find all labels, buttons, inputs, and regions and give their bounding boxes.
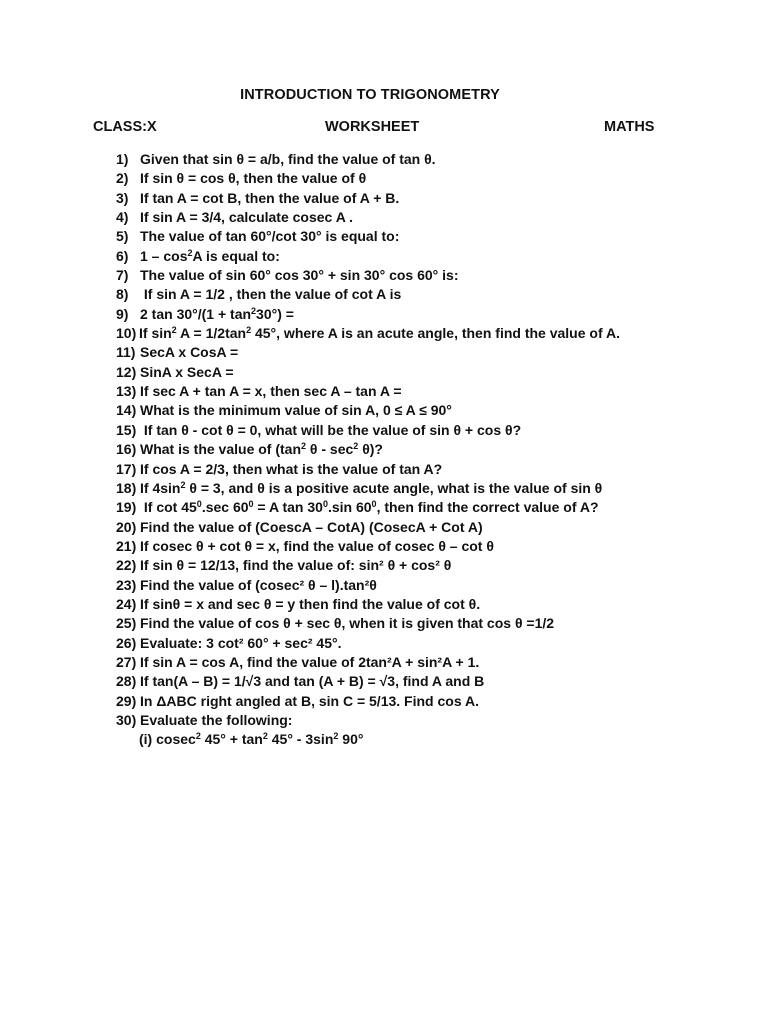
question-text: The value of sin 60° cos 30° + sin 30° cos 60° is:: [140, 267, 459, 284]
superscript: 2: [195, 731, 201, 742]
question-number: 27): [116, 653, 137, 670]
question-item: [116, 672, 736, 691]
page-title: INTRODUCTION TO TRIGONOMETRY: [240, 87, 500, 103]
question-number: 6): [116, 247, 129, 264]
question-number: 29): [116, 692, 137, 709]
question-number: 15): [116, 421, 137, 438]
question-text: If tan(A – B) = 1/√3 and tan (A + B) = √3, find A and B: [140, 673, 485, 690]
question-item: [116, 421, 736, 440]
question-text: Given that sin θ = a/b, find the value of tan θ.: [140, 151, 436, 167]
question-number: 21): [116, 537, 137, 554]
question-item: [116, 363, 736, 382]
question-text-part: = A tan 30: [253, 499, 323, 516]
question-number: 30): [116, 711, 137, 728]
question-text: Evaluate: 3 cot² 60° + sec² 45°.: [140, 634, 342, 651]
question-text: Find the value of cos θ + sec θ, when it is given that cos θ =1/2: [140, 615, 555, 632]
question-text-part: If cot 45: [140, 499, 197, 516]
question-number: 20): [116, 518, 137, 535]
question-number: 2): [116, 170, 129, 187]
question-text: Find the value of (CoescA – CotA) (CosecA + Cot A): [140, 518, 483, 535]
question-item: [116, 498, 736, 517]
question-item: [116, 227, 736, 246]
question-number: 22): [116, 557, 137, 574]
sub-question-text-part: 45° - 3sin: [267, 731, 334, 748]
superscript: 0: [196, 499, 202, 510]
question-item: [116, 305, 736, 324]
question-text-part: .sin 60: [327, 499, 372, 516]
superscript: 2: [187, 247, 193, 258]
subject-label: MATHS: [604, 119, 655, 135]
question-number: 9): [116, 305, 129, 322]
question-item: [116, 634, 736, 653]
question-text: In ΔABC right angled at B, sin C = 5/13. Find cos A.: [140, 692, 479, 709]
question-text: SinA x SecA =: [140, 363, 234, 380]
question-text: If tan θ - cot θ = 0, what will be the value of sin θ + cos θ?: [140, 421, 522, 438]
question-text: SecA x CosA =: [140, 344, 239, 361]
question-number: 18): [116, 479, 137, 496]
question-text: If sin A = 3/4, calculate cosec A .: [140, 209, 354, 226]
question-text: If tan A = cot B, then the value of A + B.: [140, 189, 400, 206]
worksheet-label: WORKSHEET: [325, 119, 420, 135]
superscript: 2: [353, 441, 359, 452]
question-text-part: θ = 3, and θ is a positive acute angle, what is the value of sin θ: [185, 479, 603, 496]
question-text-part: A is equal to:: [192, 247, 280, 264]
question-item: [116, 595, 736, 614]
class-label: CLASS:X: [93, 119, 157, 135]
sub-question-text-part: (i) cosec: [139, 731, 196, 748]
question-item: [116, 401, 736, 420]
question-item: [116, 518, 736, 537]
question-item: [116, 479, 736, 498]
question-text-part: θ)?: [358, 441, 383, 458]
question-text: Find the value of (cosec² θ – l).tan²θ: [140, 576, 377, 593]
question-number: 16): [116, 441, 137, 458]
superscript: 2: [301, 441, 307, 452]
superscript: 2: [262, 731, 268, 742]
question-text-part: What is the value of (tan: [140, 441, 302, 458]
question-item: [116, 247, 736, 266]
question-item: [116, 692, 736, 711]
superscript: 0: [248, 499, 254, 510]
question-number: 26): [116, 634, 137, 651]
question-text-part: , then find the correct value of A?: [376, 499, 599, 516]
question-item: [116, 576, 736, 595]
question-item: [116, 208, 736, 227]
question-item: [116, 614, 736, 633]
question-item: [116, 382, 736, 401]
question-text: If cos A = 2/3, then what is the value of tan A?: [140, 460, 443, 477]
question-text-part: A = 1/2tan: [176, 325, 247, 342]
superscript: 2: [251, 305, 257, 316]
question-text: If sin θ = cos θ, then the value of θ: [140, 170, 367, 187]
question-text: What is the minimum value of sin A, 0 ≤ A ≤ 90°: [140, 402, 452, 419]
question-number: 1): [116, 151, 129, 167]
question-text-part: If 4sin: [140, 479, 181, 496]
question-item: [116, 556, 736, 575]
sub-question-text-part: 90°: [338, 731, 364, 748]
question-number: 8): [116, 286, 129, 303]
question-number: 17): [116, 460, 137, 477]
superscript: 0: [371, 499, 377, 510]
sub-question-item: [116, 730, 736, 749]
question-list: [116, 150, 736, 750]
question-text-part: 1 – cos: [140, 247, 188, 264]
question-text: If sin θ = 12/13, find the value of: sin² θ + cos² θ: [140, 557, 452, 574]
question-number: 7): [116, 267, 129, 284]
question-item: [116, 343, 736, 362]
question-item: [116, 285, 736, 304]
question-item: [116, 189, 736, 208]
question-item: [116, 460, 736, 479]
question-number: 3): [116, 189, 129, 206]
question-item: [116, 440, 736, 459]
superscript: 2: [171, 325, 177, 336]
question-text: If sin A = 1/2 , then the value of cot A is: [140, 286, 402, 303]
question-text: If sin A = cos A, find the value of 2tan²A + sin²A + 1.: [140, 653, 480, 670]
question-number: 23): [116, 576, 137, 593]
question-text-part: 45°, where A is an acute angle, then find the value of A.: [251, 325, 620, 342]
superscript: 2: [180, 479, 186, 490]
worksheet-header: [93, 119, 663, 137]
question-text: If cosec θ + cot θ = x, find the value of cosec θ – cot θ: [140, 537, 494, 554]
question-number: 28): [116, 673, 137, 690]
sub-question-text-part: 45° + tan: [200, 731, 263, 748]
question-number: 25): [116, 615, 137, 632]
question-number: 14): [116, 402, 137, 419]
question-text-part: 30°) =: [256, 305, 294, 322]
question-text-part: If sin: [139, 325, 172, 342]
question-number: 4): [116, 209, 129, 226]
superscript: 2: [246, 325, 252, 336]
question-number: 10): [116, 325, 137, 342]
question-text: If sec A + tan A = x, then sec A – tan A =: [140, 383, 402, 400]
question-text: If sinθ = x and sec θ = y then find the value of cot θ.: [140, 595, 481, 612]
question-item: [116, 169, 736, 188]
question-number: 5): [116, 228, 129, 245]
question-number: 13): [116, 383, 137, 400]
question-text: The value of tan 60°/cot 30° is equal to:: [140, 228, 400, 245]
question-text-part: 2 tan 30°/(1 + tan: [140, 305, 252, 322]
question-text-part: .sec 60: [201, 499, 249, 516]
superscript: 0: [322, 499, 328, 510]
question-item: [116, 150, 736, 169]
question-text: Evaluate the following:: [140, 711, 293, 728]
question-number: 12): [116, 363, 137, 380]
question-item: [116, 537, 736, 556]
question-number: 19): [116, 499, 137, 516]
question-item: [116, 266, 736, 285]
question-item: [116, 711, 736, 730]
question-item: [116, 653, 736, 672]
question-item: [116, 324, 736, 343]
question-number: 24): [116, 595, 137, 612]
question-number: 11): [116, 344, 136, 361]
question-text-part: θ - sec: [306, 441, 354, 458]
superscript: 2: [333, 731, 339, 742]
